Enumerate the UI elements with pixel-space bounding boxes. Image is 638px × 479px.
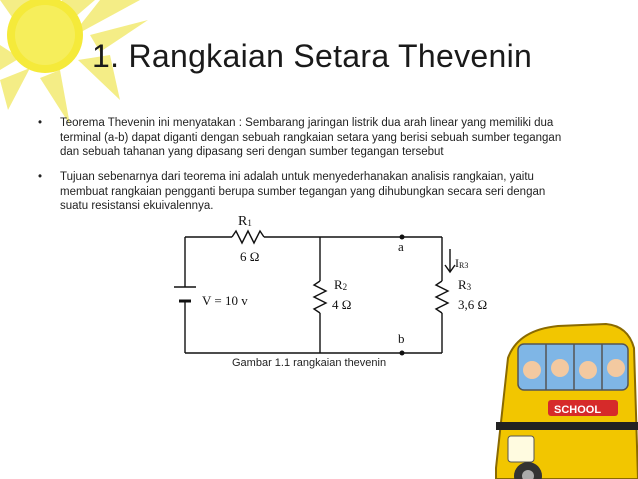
bullet-line: dan sebuah tahanan yang dipasang seri dengan sumber tegangan tersebut: [60, 146, 444, 158]
r2-label: R2: [334, 277, 348, 292]
bullet-marker: •: [38, 171, 43, 183]
r1-value: 6 Ω: [240, 249, 260, 264]
source-label: V = 10 v: [202, 293, 248, 308]
resistor-r1: [232, 231, 264, 243]
figure-caption: Gambar 1.1 rangkaian thevenin: [232, 357, 387, 369]
bullet-line: terminal (a-b) dapat diganti dengan sebuah rangkaian setara yang berisi sebuah sumber tegangan: [60, 131, 562, 144]
resistor-r2: [314, 281, 326, 313]
bullet-line: Tujuan sebenarnya dari teorema ini adalah untuk menyederhanakan analisis rangkaian, yaitu: [60, 171, 534, 183]
r2-value: 4 Ω: [332, 297, 352, 312]
resistor-r3: [436, 281, 448, 313]
current-label: IR3: [455, 256, 469, 270]
bullet-line: suatu resistansi ekuivalennya.: [60, 200, 214, 212]
node-b-label: b: [398, 331, 405, 346]
r3-value: 3,6 Ω: [458, 297, 488, 312]
bullet-line: Teorema Thevenin ini menyatakan : Sembarang jaringan listrik dua arah linear yang memiliki dua: [60, 117, 554, 129]
page-title: 1. Rangkaian Setara Thevenin: [92, 38, 533, 74]
current-subscript: R3: [459, 261, 469, 270]
bullet-marker: •: [38, 117, 43, 129]
r3-subscript: 3: [466, 282, 472, 292]
node-b-dot: [400, 351, 405, 356]
thevenin-circuit-diagram: [170, 205, 510, 375]
r3-label: R3: [458, 277, 472, 292]
r1-subscript: 1: [247, 218, 252, 228]
bullet-line: membuat rangkaian pengganti berupa sumber tegangan yang dihubungkan secara seri dengan: [60, 185, 546, 198]
r1-label: R1: [238, 214, 252, 229]
bus-sign: SCHOOL: [554, 404, 602, 416]
r2-subscript: 2: [342, 282, 348, 292]
node-a-label: a: [398, 239, 404, 254]
school-bus-icon: [488, 318, 638, 479]
